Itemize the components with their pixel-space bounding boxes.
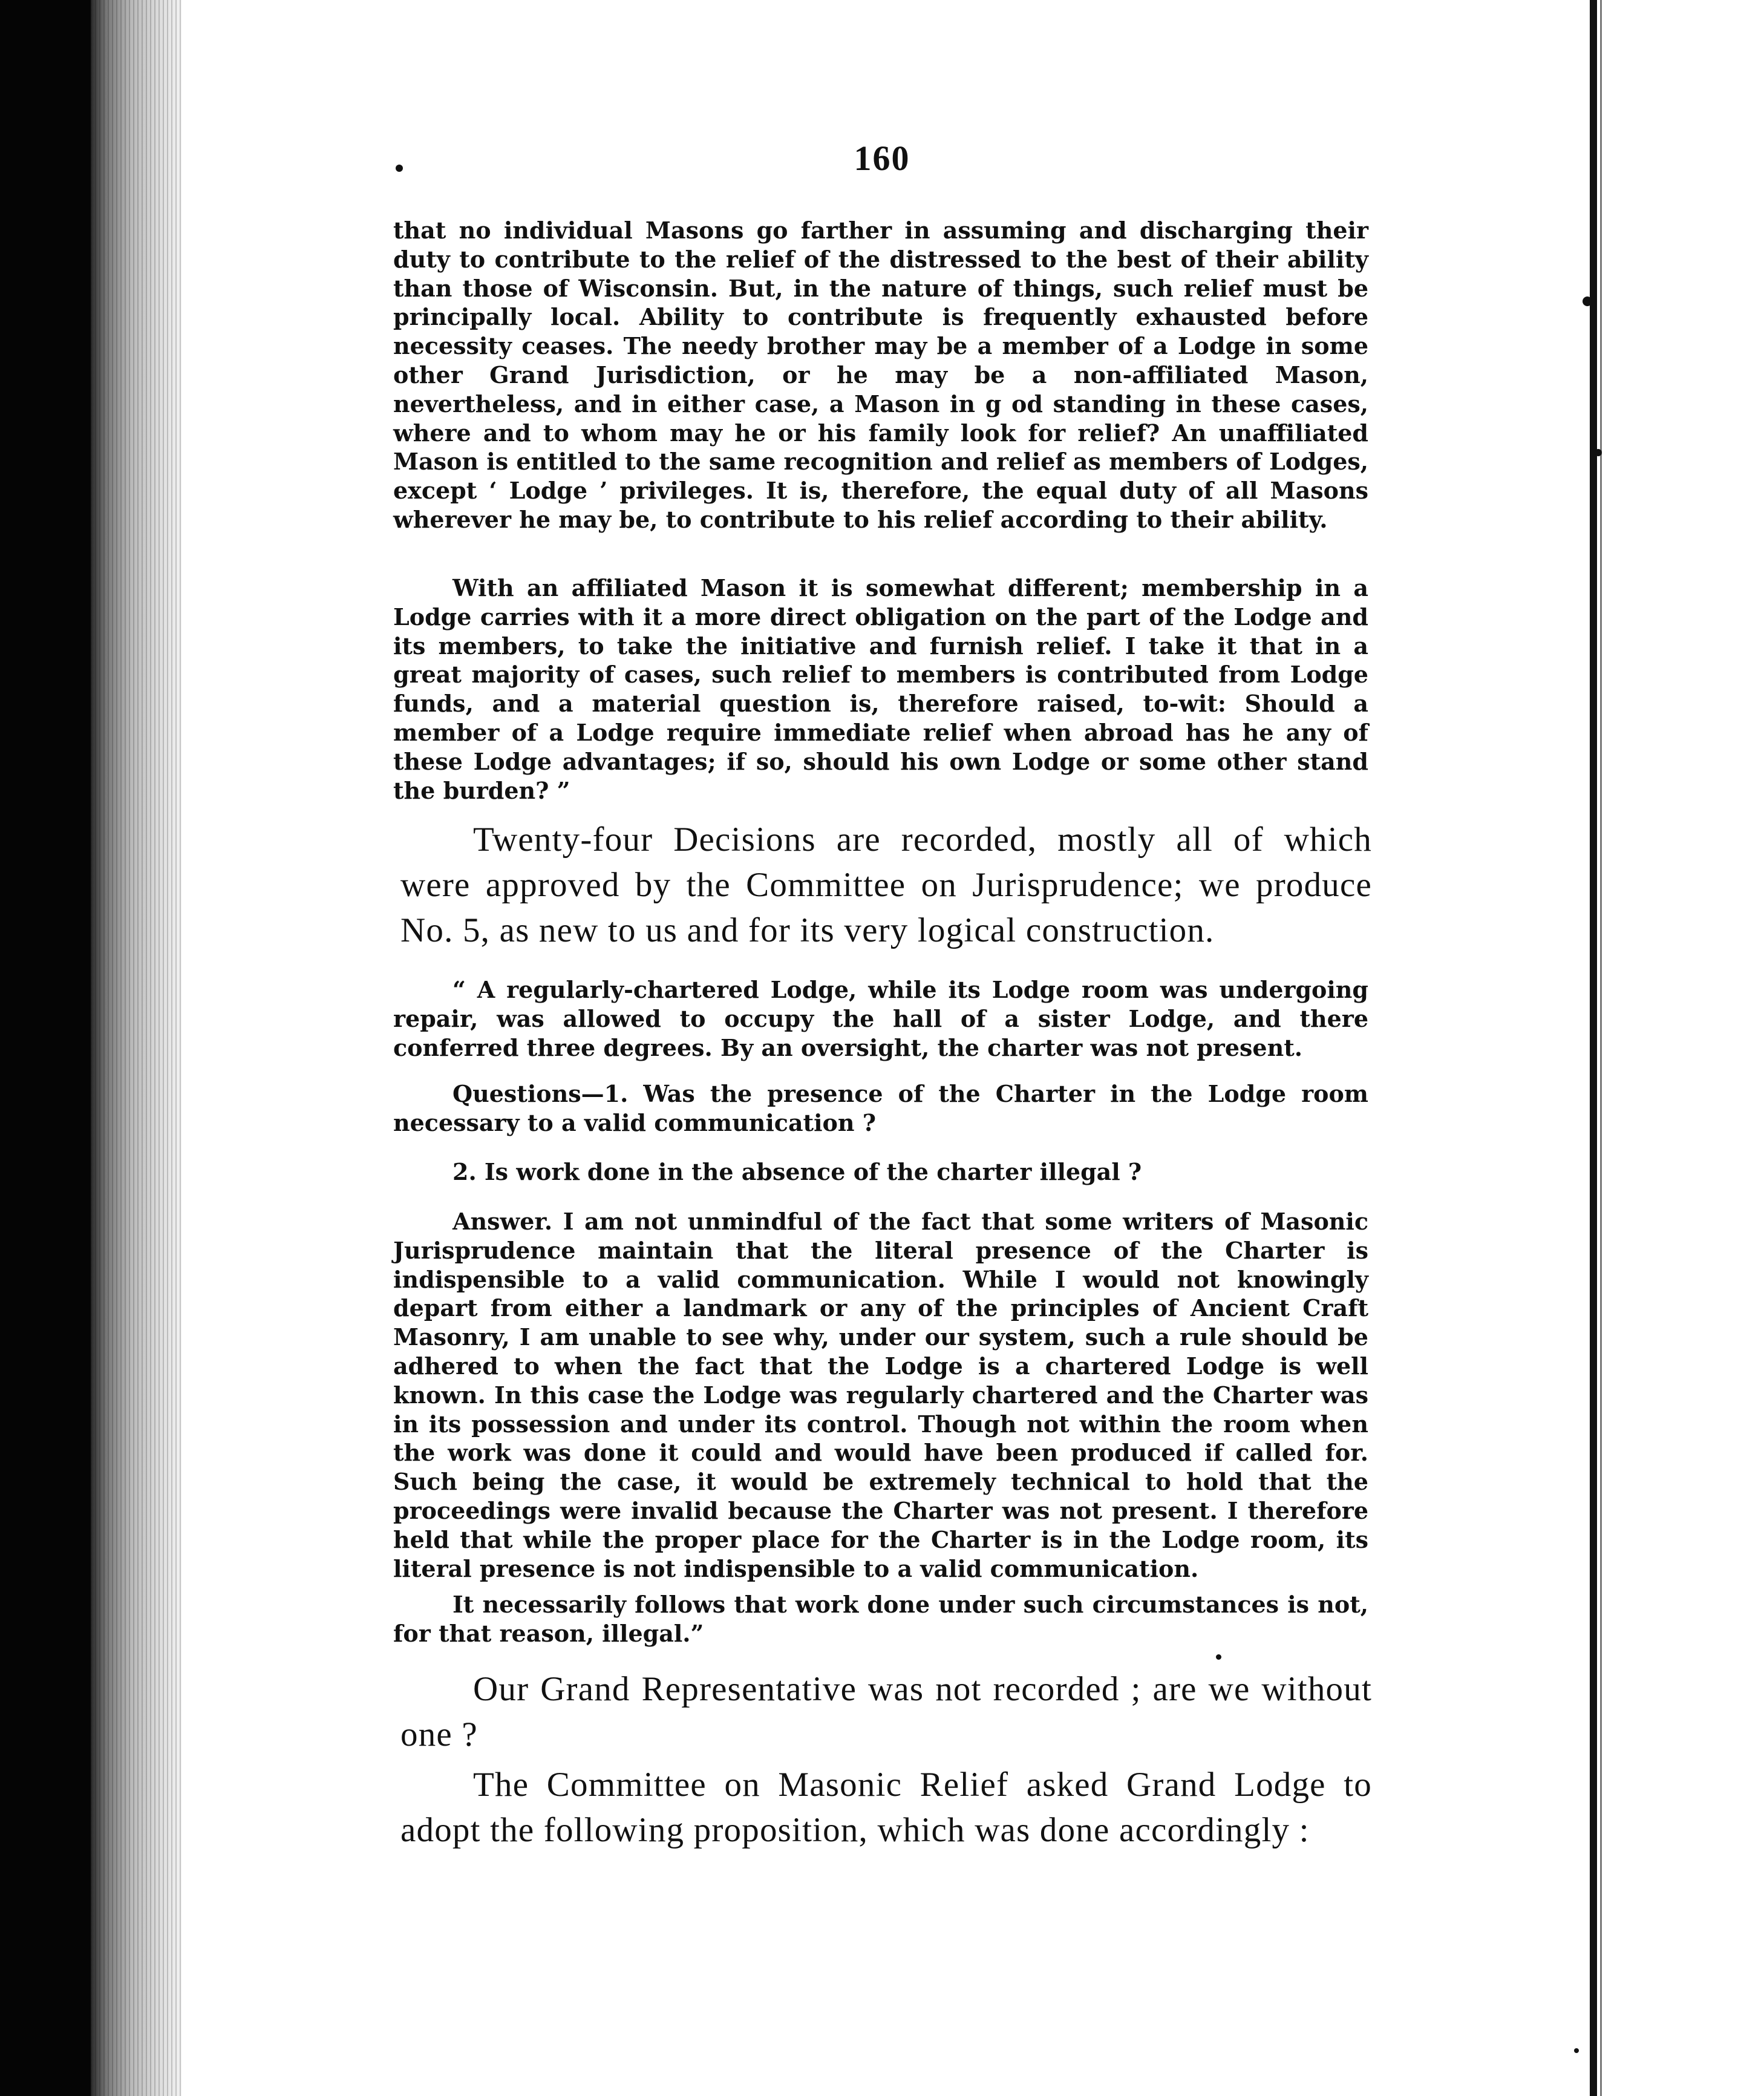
paragraph-text: With an affiliated Mason it is somewhat different; membership in a Lodge carries with it a more direct obligation on the part of the Lodge and its members, to take the initiative and furnish relief. I take it that in a great majority of cases, such relief to members is contributed from Lodge funds, and a material question is, therefore raised, to-wit: Should a member of a Lodge require immediate relief when abroad has he any of these Lodge advantages; if so, should his own Lodge or some other stand the burden? ” — [393, 574, 1368, 804]
quoted-paragraph — [393, 975, 1368, 1062]
quoted-paragraph — [393, 1590, 1368, 1648]
body-paragraph — [400, 817, 1372, 953]
paragraph-text: Our Grand Representative was not recorded ; are we without one ? — [400, 1670, 1372, 1754]
paragraph-text: “ A regularly-chartered Lodge, while its Lodge room was undergoing repair, was allowed to occupy the hall of a sister Lodge, and there conferred three degrees. By an oversight, the charter was not present. — [393, 976, 1368, 1061]
paragraph-text: Twenty-four Decisions are recorded, mostly all of which were approved by the Committee on Jurisprudence; we produce No. 5, as new to us and for its very logical construction. — [400, 820, 1372, 949]
scan-speck — [1595, 449, 1602, 456]
quoted-paragraph — [393, 1207, 1368, 1583]
scan-speck — [1574, 2048, 1579, 2053]
quoted-paragraph — [393, 1158, 1368, 1187]
bullet-mark — [396, 165, 403, 172]
quoted-paragraph — [393, 1079, 1368, 1138]
paragraph-text: that no individual Masons go farther in assuming and discharging their duty to contribute to the relief of the distressed to the best of their ability than those of Wisconsin. But, in the nature of things, such relief must be principally local. Ability to contribute is frequently exhausted before necessity ceases. The needy brother may be a member of a Lodge in some other Grand Jurisdiction, or he may be a non-affiliated Mason, nevertheless, and in either case, a Mason in g od standing in these cases, where and to whom may he or his family look for relief? An unaffiliated Mason is entitled to the same recognition and relief as members of Lodges, except ‘ Lodge ’ privileges. It is, therefore, the equal duty of all Masons wherever he may be, to contribute to his relief according to their ability. — [393, 217, 1368, 533]
body-paragraph — [400, 1666, 1372, 1757]
scan-speck — [1583, 296, 1592, 306]
quoted-paragraph — [393, 216, 1368, 534]
scan-speck — [1216, 1654, 1221, 1660]
paragraph-text: Answer. I am not unmindful of the fact that some writers of Masonic Jurisprudence maintain that the literal presence of the Charter is indispensible to a valid communication. While I would not knowingly depart from either a landmark or any of the principles of Ancient Craft Masonry, I am unable to see why, under our system, such a rule should be adhered to when the fact that the Lodge is a chartered Lodge is well known. In this case the Lodge was regularly chartered and the Charter was in its possession and under its control. Though not within the room when the work was done it could and would have been produced if called for. Such being the case, it would be extremely technical to hold that the proceedings were invalid because the Charter was not present. I therefore held that while the proper place for the Charter is in the Lodge room, its literal presence is not indispensible to a valid communication. — [393, 1208, 1368, 1582]
book-page-edges — [91, 0, 181, 2096]
binding-line-shadow — [1600, 0, 1602, 2096]
paragraph-text: Questions—1. Was the presence of the Charter in the Lodge room necessary to a valid communication ? — [393, 1080, 1368, 1136]
binding-line — [1590, 0, 1597, 2096]
scan-gutter — [0, 0, 91, 2096]
quoted-paragraph — [393, 574, 1368, 805]
paragraph-text: 2. Is work done in the absence of the charter illegal ? — [452, 1158, 1142, 1185]
body-paragraph — [400, 1762, 1372, 1853]
paragraph-text: It necessarily follows that work done under such circumstances is not, for that reason, illegal.” — [393, 1591, 1368, 1647]
page-number: 160 — [854, 139, 910, 178]
paragraph-text: The Committee on Masonic Relief asked Grand Lodge to adopt the following proposition, which was done accordingly : — [400, 1766, 1372, 1849]
